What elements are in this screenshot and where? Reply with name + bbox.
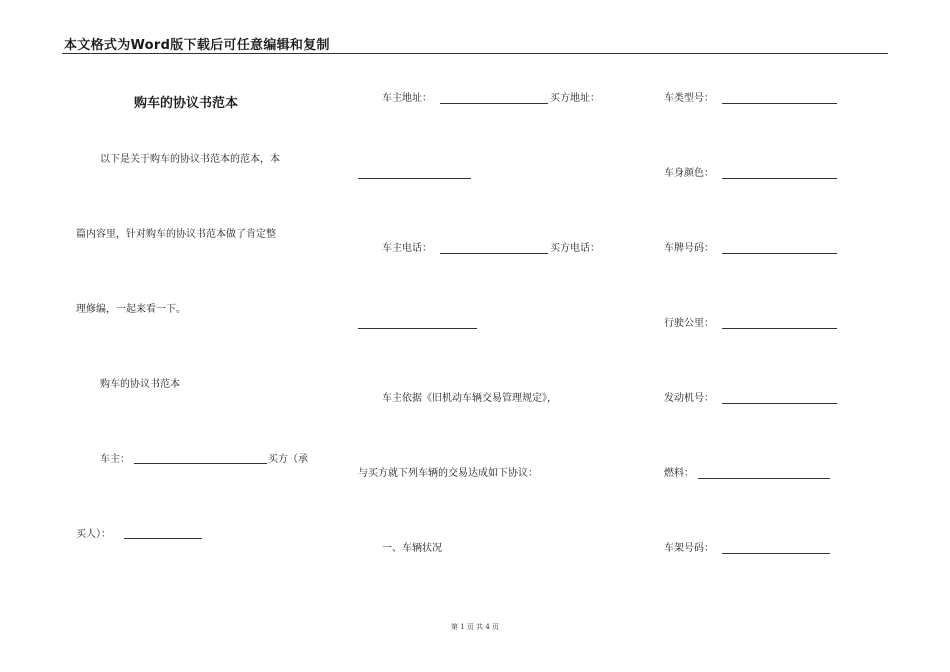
fuel-blank — [698, 478, 830, 479]
color-label: 车身颜色： — [664, 168, 714, 179]
intro-line-3: 理修编，一起来看一下。 — [76, 304, 186, 315]
header-divider — [62, 53, 888, 54]
mileage-blank — [722, 328, 837, 329]
engine-blank — [722, 403, 837, 404]
basis-line-2: 与买方就下列车辆的交易达成如下协议： — [358, 468, 538, 479]
frame-label: 车架号码： — [664, 543, 714, 554]
owner-address-blank — [440, 103, 548, 104]
buyer-label: 买方（承 — [268, 454, 308, 465]
owner-phone-label: 车主电话： — [382, 243, 432, 254]
buyer-label-continued: 买人）： — [76, 529, 111, 540]
page-number: 第 1 页 共 4 页 — [450, 623, 500, 631]
intro-line-1: 以下是关于购车的协议书范本的范本，本 — [100, 154, 280, 165]
owner-address-label: 车主地址： — [382, 93, 432, 104]
color-blank — [722, 178, 837, 179]
document-header: 本文格式为Word版下载后可任意编辑和复制 — [64, 38, 330, 53]
buyer-address-label: 买方地址： — [550, 93, 600, 104]
mileage-label: 行驶公里： — [664, 318, 714, 329]
buyer-phone-label: 买方电话： — [550, 243, 600, 254]
plate-blank — [722, 253, 837, 254]
plate-label: 车牌号码： — [664, 243, 714, 254]
basis-line-1: 车主依据《旧机动车辆交易管理规定》， — [382, 393, 557, 404]
model-label: 车类型号： — [664, 93, 714, 104]
agreement-subtitle: 购车的协议书范本 — [100, 379, 180, 390]
frame-blank — [722, 553, 830, 554]
fuel-label: 燃料： — [664, 468, 694, 479]
owner-label: 车主： — [100, 454, 130, 465]
owner-name-blank — [134, 463, 267, 464]
buyer-phone-blank — [358, 328, 477, 329]
section-heading-vehicle: 一、车辆状况 — [382, 543, 442, 554]
model-blank — [722, 103, 837, 104]
document-title: 购车的协议书范本 — [134, 96, 239, 111]
intro-line-2: 篇内容里，针对购车的协议书范本做了肯定整 — [76, 229, 276, 240]
buyer-name-blank — [124, 538, 202, 539]
owner-phone-blank — [440, 253, 548, 254]
buyer-address-blank — [358, 178, 471, 179]
engine-label: 发动机号： — [664, 393, 714, 404]
